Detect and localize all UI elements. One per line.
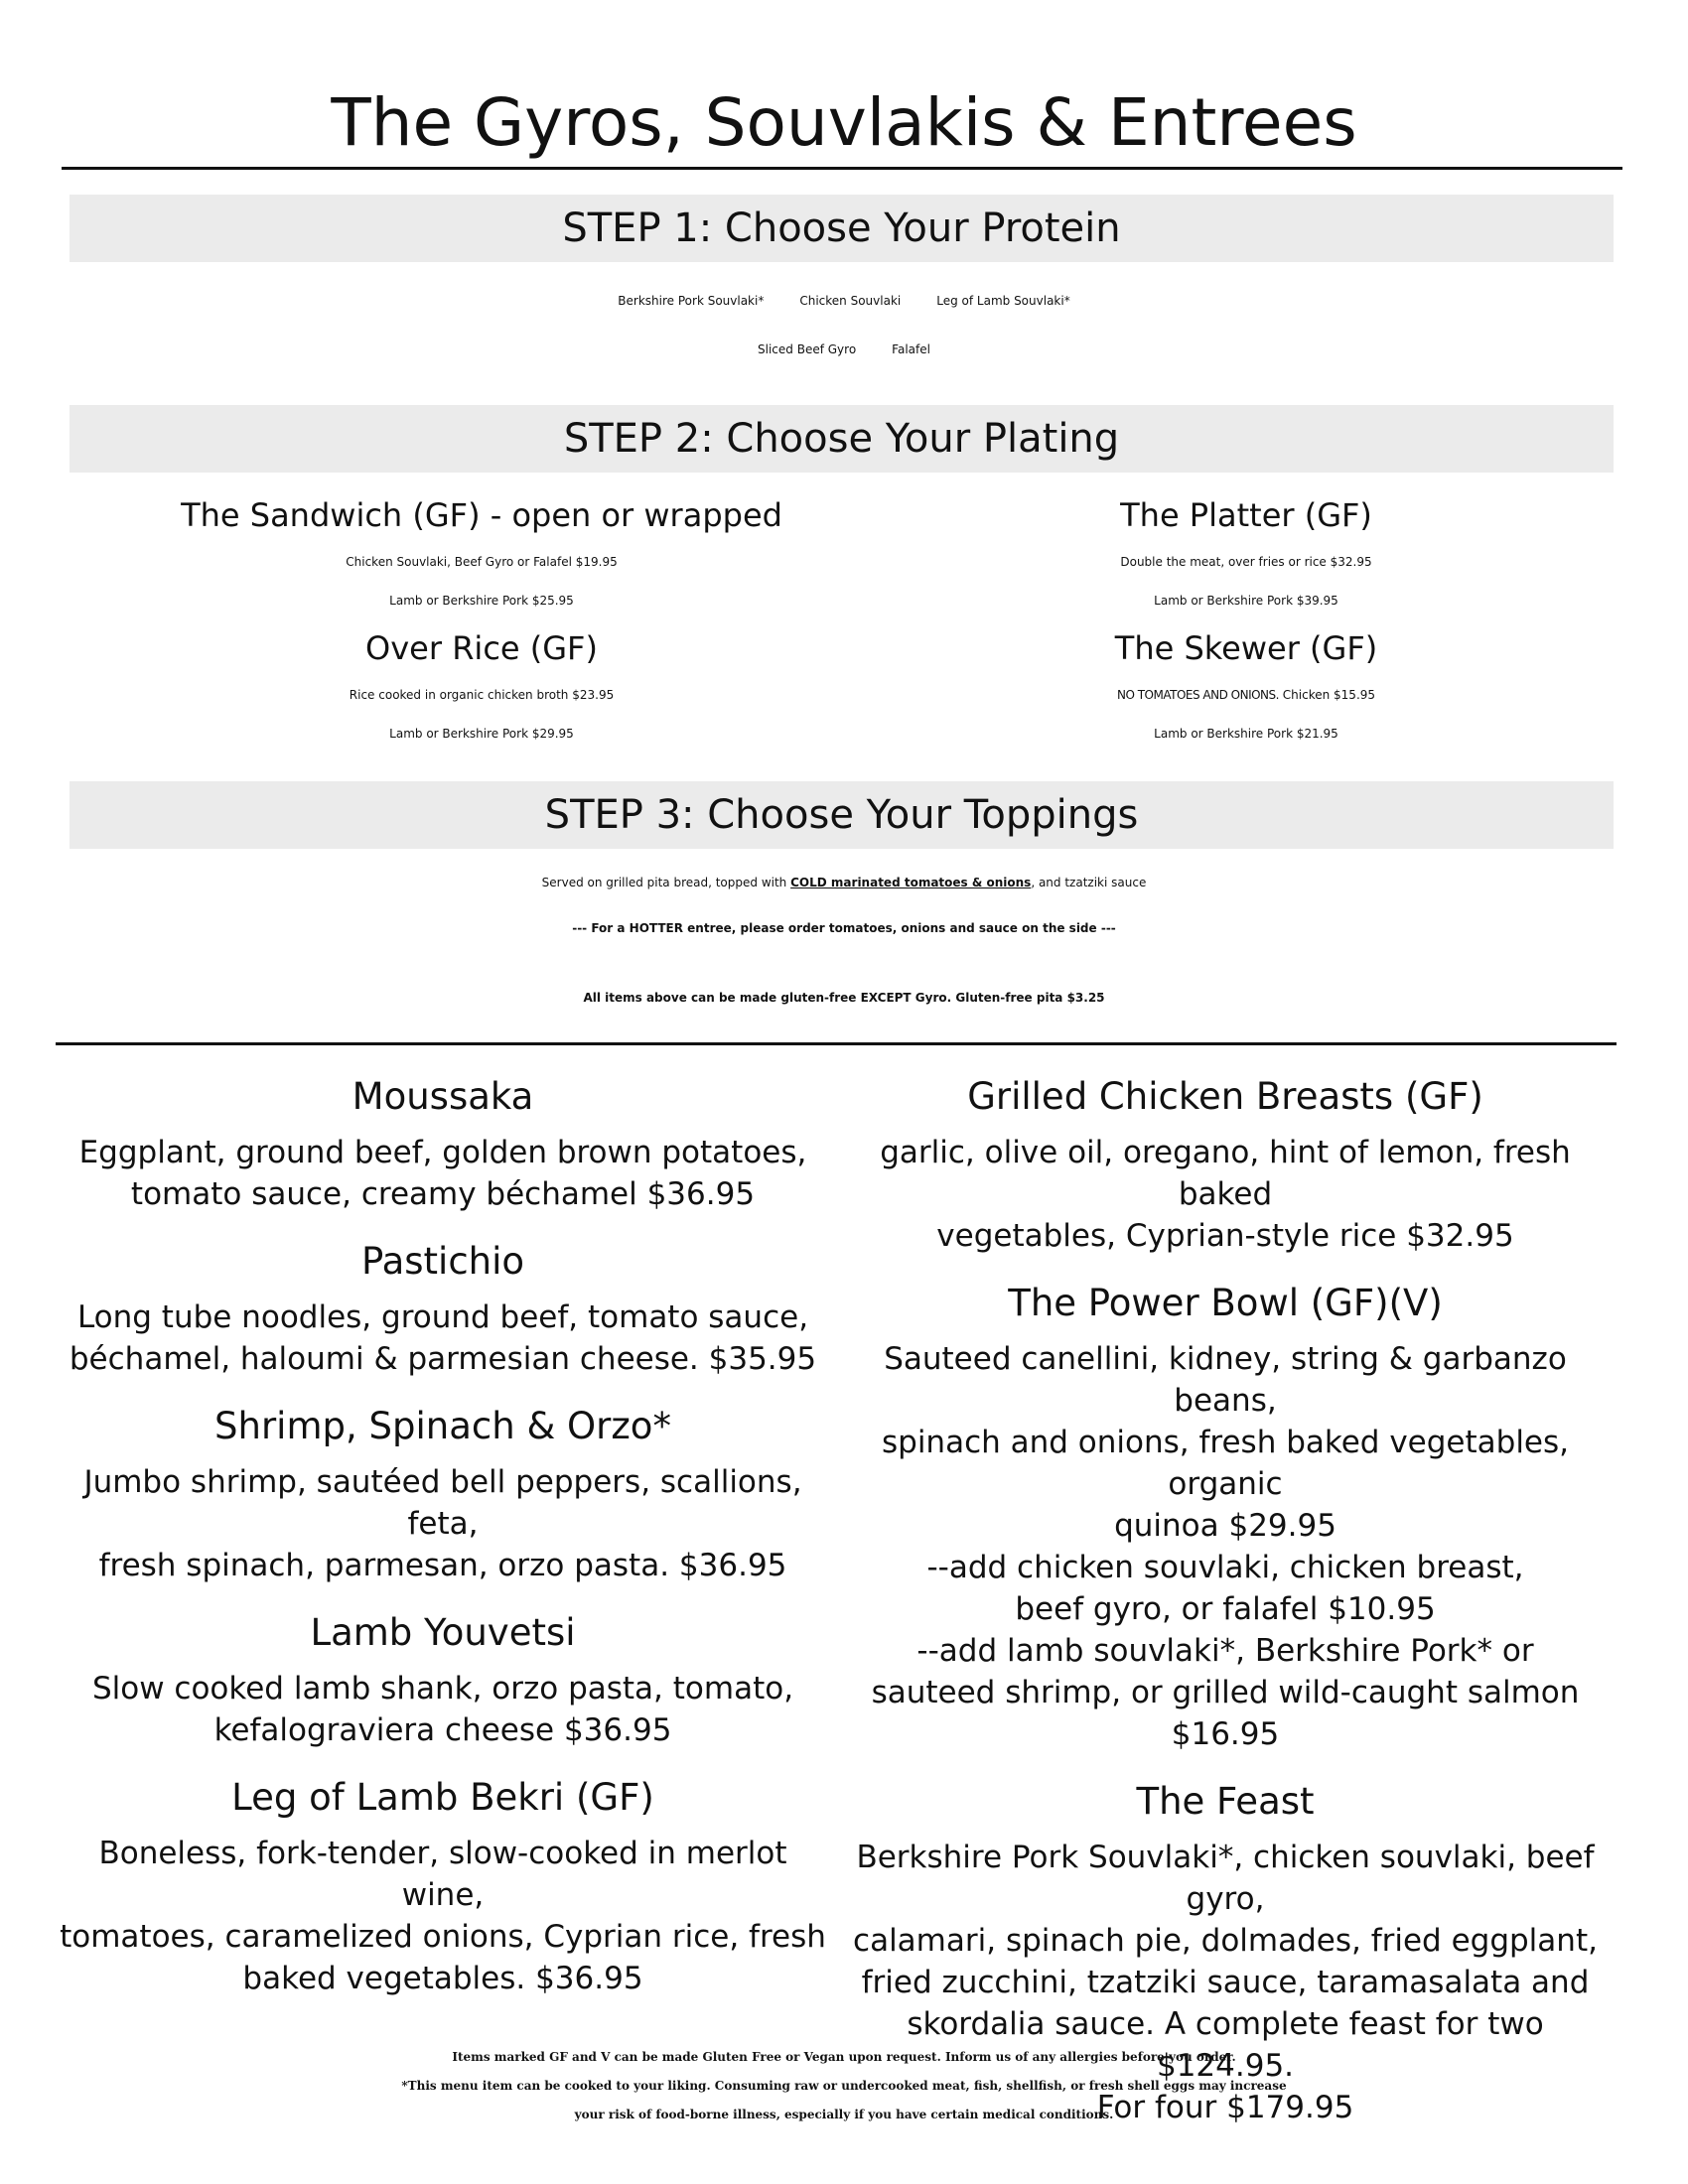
protein-item: Falafel [892,342,930,356]
served-text: Served on grilled pita bread, topped with [541,876,787,889]
plating-desc [869,543,1623,620]
plating-desc [104,676,859,753]
plating-line: Rice cooked in organic chicken broth $23.95 [349,688,615,702]
desc-line: Slow cooked lamb shank, orzo pasta, tomato, [91,1671,794,1706]
entree-desc [56,1833,830,1999]
step2-heading: STEP 2: Choose Your Plating [70,405,1614,473]
plating-name: The Skewer (GF) [1114,629,1378,667]
skewer-price: Chicken $15.95 [1282,688,1376,702]
plating-left-column [104,493,859,753]
entree-name: Shrimp, Spinach & Orzo* [214,1405,671,1447]
desc-line: Long tube noodles, ground beef, tomato sauce, [76,1299,809,1335]
plating-desc [104,543,859,620]
protein-row-1 [0,277,1688,325]
plating-line: Chicken Souvlaki, Beef Gyro or Falafel $19.95 [346,555,618,569]
step1-heading: STEP 1: Choose Your Protein [70,195,1614,262]
desc-line: kefalograviera cheese $36.95 [213,1712,672,1748]
entree-name: Grilled Chicken Breasts (GF) [967,1075,1483,1118]
plating-platter [869,493,1623,620]
plating-line: Lamb or Berkshire Pork $21.95 [1154,727,1338,741]
protein-item: Leg of Lamb Souvlaki* [936,294,1070,308]
served-cold-emphasis: COLD marinated tomatoes & onions [790,876,1032,889]
addon-line: beef gyro, or falafel $10.95 [1015,1591,1436,1627]
plating-name: The Platter (GF) [1120,496,1372,534]
plating-line: Lamb or Berkshire Pork $25.95 [389,594,574,608]
plating-name: Over Rice (GF) [365,629,598,667]
entree-shrimp-spinach-orzo [56,1402,830,1586]
footer-line: *This menu item can be cooked to your liking. Consuming raw or undercooked meat, fish, shellfish, or fresh shell eggs may increase [401,2079,1287,2093]
desc-line: baked vegetables. $36.95 [242,1961,643,1996]
footer-line: your risk of food-borne illness, especially if you have certain medical conditions. [574,2108,1114,2121]
addon-line: --add chicken souvlaki, chicken breast, [926,1550,1524,1585]
plating-name: The Sandwich (GF) - open or wrapped [181,496,782,534]
desc-line: spinach and onions, fresh baked vegetables, organic [881,1425,1570,1502]
plating-over-rice [104,626,859,753]
desc-line: Sauteed canellini, kidney, string & garbanzo beans, [884,1341,1567,1419]
entrees-right-column [838,1072,1613,2128]
plating-sandwich [104,493,859,620]
entree-desc [838,1338,1613,1755]
desc-line: Jumbo shrimp, sautéed bell peppers, scallions, feta, [83,1464,802,1542]
entree-grilled-chicken-breasts [838,1072,1613,1257]
plating-skewer [869,626,1623,753]
entree-desc [56,1297,830,1380]
toppings-served-note [0,863,1688,902]
protein-item: Chicken Souvlaki [799,294,902,308]
entree-name: Pastichio [360,1240,525,1283]
protein-row-2 [0,326,1688,373]
entree-desc [56,1461,830,1586]
protein-item: Berkshire Pork Souvlaki* [618,294,765,308]
desc-line: quinoa $29.95 [1114,1508,1336,1544]
section-divider [56,1042,1617,1045]
step3-heading: STEP 3: Choose Your Toppings [70,781,1614,849]
desc-line: For four $179.95 [1096,2090,1354,2125]
plating-line: Lamb or Berkshire Pork $29.95 [389,727,574,741]
desc-line: tomato sauce, creamy béchamel $36.95 [130,1176,756,1212]
desc-line: garlic, olive oil, oregano, hint of lemon, fresh baked [880,1135,1571,1212]
entree-pastichio [56,1237,830,1380]
entree-name: Leg of Lamb Bekri (GF) [231,1776,654,1819]
allergy-disclaimer [0,2043,1688,2129]
plating-line [869,676,1623,715]
entree-desc [838,1132,1613,1257]
entree-name: Moussaka [352,1075,534,1118]
title-divider [62,167,1622,170]
skewer-warning: NO TOMATOES AND ONIONS. [1116,688,1279,702]
footer-line: Items marked GF and V can be made Gluten Free or Vegan upon request. Inform us of any allergies before you order. [452,2050,1236,2064]
entree-name: The Feast [1136,1780,1315,1823]
addon-line: $16.95 [1171,1716,1280,1752]
desc-line: fresh spinach, parmesan, orzo pasta. $36.95 [98,1548,787,1583]
entree-desc [56,1132,830,1215]
plating-right-column [869,493,1623,753]
entrees-left-column [56,1072,830,1999]
plating-line: Lamb or Berkshire Pork $39.95 [1154,594,1338,608]
entree-name: The Power Bowl (GF)(V) [1008,1282,1443,1324]
desc-line: skordalia sauce. A complete feast for two $124.95. [907,2006,1544,2084]
menu-title: The Gyros, Souvlakis & Entrees [331,84,1357,161]
plating-desc [869,676,1623,753]
entree-lamb-youvetsi [56,1608,830,1751]
desc-line: Eggplant, ground beef, golden brown potatoes, [78,1135,807,1170]
hotter-entree-note: --- For a HOTTER entree, please order tomatoes, onions and sauce on the side --- [572,921,1116,935]
entree-desc [56,1668,830,1751]
desc-line: fried zucchini, tzatziki sauce, taramasalata and [861,1965,1590,2000]
plating-line: Double the meat, over fries or rice $32.95 [1120,555,1372,569]
desc-line: calamari, spinach pie, dolmades, fried eggplant, [853,1923,1598,1959]
entree-power-bowl [838,1279,1613,1755]
addon-line: sauteed shrimp, or grilled wild-caught salmon [871,1675,1580,1710]
entree-name: Lamb Youvetsi [310,1611,576,1654]
gluten-free-note: All items above can be made gluten-free EXCEPT Gyro. Gluten-free pita $3.25 [583,991,1105,1005]
desc-line: béchamel, haloumi & parmesian cheese. $35.95 [69,1341,817,1377]
protein-item: Sliced Beef Gyro [758,342,857,356]
entree-moussaka [56,1072,830,1215]
addon-line: --add lamb souvlaki*, Berkshire Pork* or [916,1633,1534,1669]
desc-line: Berkshire Pork Souvlaki*, chicken souvlaki, beef gyro, [856,1840,1595,1917]
desc-line: Boneless, fork-tender, slow-cooked in merlot wine, [98,1836,787,1913]
entree-leg-of-lamb-bekri [56,1773,830,1999]
desc-line: tomatoes, caramelized onions, Cyprian rice, fresh [60,1919,826,1955]
desc-line: vegetables, Cyprian-style rice $32.95 [936,1218,1514,1254]
served-text-end: , and tzatziki sauce [1031,876,1147,889]
